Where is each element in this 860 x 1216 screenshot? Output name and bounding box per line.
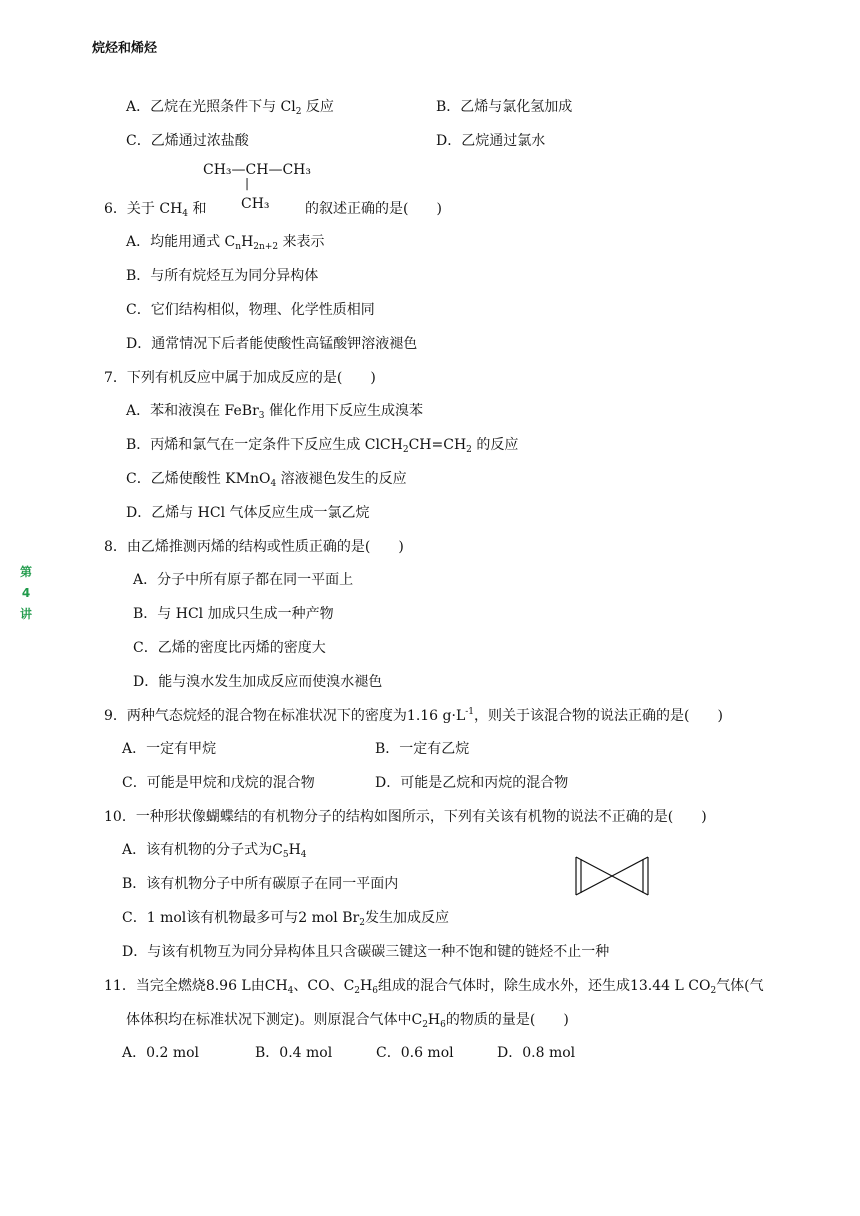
stem-text: ，则关于该混合物的说法正确的是( ) — [474, 708, 723, 724]
superscript: -1 — [465, 707, 475, 717]
option-text: A．该有机物的分子式为C — [122, 842, 283, 858]
option-text: 溶液褪色发生的反应 — [276, 471, 407, 487]
subscript: 4 — [270, 479, 277, 489]
q7-option-b[interactable] — [126, 435, 518, 455]
q6-option-a[interactable] — [126, 232, 325, 252]
option-text: 发生加成反应 — [364, 910, 449, 926]
q11-stem-line2 — [126, 1010, 569, 1030]
q9-option-c[interactable]: C．可能是甲烷和戊烷的混合物 — [122, 775, 315, 791]
chapter-side-label — [17, 562, 35, 625]
q10-option-b[interactable]: B．该有机物分子中所有碳原子在同一平面内 — [122, 876, 399, 892]
q11-option-c[interactable]: C．0.6 mol — [376, 1045, 454, 1061]
stem-text: H — [360, 978, 373, 994]
q9-option-b[interactable]: B．一定有乙烷 — [375, 741, 470, 757]
q6-option-d[interactable]: D．通常情况下后者能使酸性高锰酸钾溶液褪色 — [126, 336, 418, 352]
q11-option-a[interactable]: A．0.2 mol — [122, 1045, 200, 1061]
stem-text: 、CO、C — [293, 978, 355, 994]
option-text: A．均能用通式 C — [126, 234, 236, 250]
subscript: 3 — [258, 411, 265, 421]
option-text: 来表示 — [278, 234, 325, 250]
subscript: 4 — [300, 850, 307, 860]
q7-stem: 7．下列有机反应中属于加成反应的是( ) — [104, 370, 376, 386]
option-text: H — [241, 234, 254, 250]
stem-text: 体体积均在标准状况下测定)。则原混合气体中C — [126, 1012, 423, 1028]
page-header-title: 烷烃和烯烃 — [92, 41, 158, 56]
subscript: 2 — [354, 986, 361, 996]
option-text: C．1 mol该有机物最多可与2 mol Br — [122, 910, 360, 926]
q9-stem — [104, 706, 723, 726]
stem-text: 的物质的量是( ) — [445, 1012, 569, 1028]
subscript: 6 — [440, 1020, 446, 1030]
stem-text: 和 — [188, 201, 207, 217]
q11-option-d[interactable]: D．0.8 mol — [497, 1045, 576, 1061]
q6-stem-left — [104, 199, 206, 219]
q8-option-b[interactable]: B．与 HCl 加成只生成一种产物 — [133, 606, 334, 622]
subscript: 2 — [466, 445, 472, 455]
option-text: C．乙烯使酸性 KMnO — [126, 471, 271, 487]
q10-stem: 10．一种形状像蝴蝶结的有机物分子的结构如图所示，下列有关该有机物的说法不正确的是( ) — [104, 809, 707, 825]
q6-option-c[interactable]: C．它们结构相似，物理、化学性质相同 — [126, 302, 375, 318]
subscript: 2n+2 — [253, 242, 279, 252]
q7-option-a[interactable] — [126, 401, 423, 421]
subscript: 2 — [359, 918, 365, 928]
subscript: 2 — [710, 986, 717, 996]
option-text: H — [288, 842, 301, 858]
formula-main-chain: CH₃—CH—CH₃ — [203, 162, 311, 178]
q9-option-d[interactable]: D．可能是乙烷和丙烷的混合物 — [375, 775, 569, 791]
q10-option-a[interactable] — [122, 840, 307, 860]
stem-text: 11．当完全燃烧8.96 L由CH — [104, 978, 288, 994]
subscript: 2 — [402, 445, 409, 455]
q7-option-d[interactable]: D．乙烯与 HCl 气体反应生成一氯乙烷 — [126, 505, 370, 521]
side-label-char: 讲 — [19, 607, 32, 621]
option-text: 催化作用下反应生成溴苯 — [264, 403, 423, 419]
q11-stem-line1 — [104, 976, 764, 996]
q5-option-d[interactable]: D．乙烷通过氯水 — [436, 133, 546, 149]
stem-text: 气体(气 — [716, 978, 764, 994]
q6-option-b[interactable]: B．与所有烷烃互为同分异构体 — [126, 268, 319, 284]
q11-option-b[interactable]: B．0.4 mol — [255, 1045, 333, 1061]
q9-option-a[interactable]: A．一定有甲烷 — [122, 741, 217, 757]
stem-text: 组成的混合气体时，除生成水外，还生成13.44 L CO — [377, 978, 711, 994]
q8-option-c[interactable]: C．乙烯的密度比丙烯的密度大 — [133, 640, 326, 656]
q10-option-d[interactable]: D．与该有机物互为同分异构体且只含碳碳三键这一种不饱和键的链烃不止一种 — [122, 944, 610, 960]
subscript: n — [235, 242, 242, 252]
q8-option-d[interactable]: D．能与溴水发生加成反应而使溴水褪色 — [133, 674, 383, 690]
stem-text: 9．两种气态烷烃的混合物在标准状况下的密度为1.16 g·L — [104, 708, 466, 724]
option-text: B．丙烯和氯气在一定条件下反应生成 ClCH — [126, 437, 403, 453]
q8-option-a[interactable]: A．分子中所有原子都在同一平面上 — [133, 572, 354, 588]
side-label-number: 4 — [21, 586, 31, 600]
subscript: 6 — [372, 986, 378, 996]
option-text: A．苯和液溴在 FeBr — [126, 403, 259, 419]
formula-branch-bond: | — [245, 176, 250, 190]
formula-branch-group: CH₃ — [241, 196, 270, 212]
q6-stem-right: 的叙述正确的是( ) — [305, 201, 442, 217]
q7-option-c[interactable] — [126, 469, 407, 489]
q5-option-a[interactable] — [126, 97, 334, 117]
stem-text: H — [427, 1012, 441, 1028]
q5-option-c[interactable]: C．乙烯通过浓盐酸 — [126, 133, 249, 149]
q5-option-b[interactable]: B．乙烯与氯化氢加成 — [436, 99, 573, 115]
subscript: 2 — [422, 1020, 428, 1030]
q8-stem: 8．由乙烯推测丙烯的结构或性质正确的是( ) — [104, 539, 404, 555]
subscript: 4 — [287, 986, 294, 996]
stem-text: 6．关于 CH — [104, 201, 183, 217]
option-text: 反应 — [301, 99, 334, 115]
subscript: 4 — [182, 209, 189, 219]
option-text: 的反应 — [471, 437, 519, 453]
side-label-char: 第 — [19, 565, 32, 579]
option-text: CH=CH — [408, 437, 467, 453]
bowtie-molecule-structure — [574, 855, 650, 897]
subscript: 2 — [295, 107, 302, 117]
q10-option-c[interactable] — [122, 908, 449, 928]
subscript: 5 — [282, 850, 289, 860]
option-text: A．乙烷在光照条件下与 Cl — [126, 99, 296, 115]
